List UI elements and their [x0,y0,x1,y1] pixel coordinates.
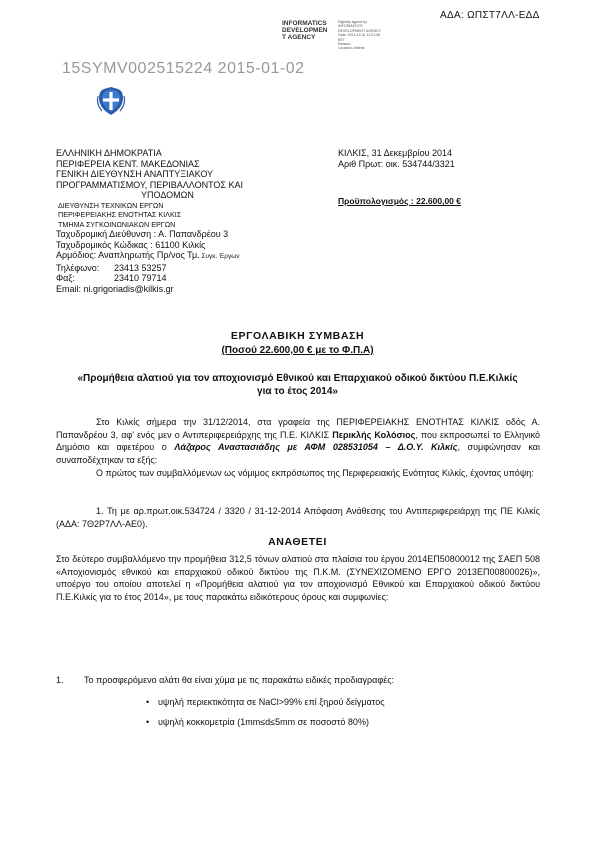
issuer-header [56,148,243,294]
phone-value: 23413 53257 [114,262,167,273]
date-protocol-block [338,148,455,169]
signature-note-line: Digitally signed by [338,20,367,24]
contract-title: ΕΡΓΟΛΑΒΙΚΗ ΣΥΜΒΑΣΗ [230,330,365,342]
header-line: ΔΙΕΥΘΥΝΣΗ ΤΕΧΝΙΚΩΝ ΕΡΓΩΝ [58,200,164,210]
phone-line [56,263,243,274]
assignment-paragraph: Στο δεύτερο συμβαλλόμενο την προμήθεια 312,5 τόνων αλατιού στα πλαίσια του έργου 2014ΕΠ50800012 της ΣΑΕΠ 508 «Αποχιονισμός εθνικού και επαρχιακού οδικού δικτύου της Π.Κ.Μ. (ΣΥΝΕΧΙΖΟΜΕΝΟ ΕΡΓΟ 2013ΕΠ00800026)», υποέργο του οποίου αποτελεί η «Προμήθεια αλατιού για τον αποχιονισμό Εθνικού και Επαρχιακού οδικού δικτύου Π.Ε.Κιλκίς για το έτος 2014», με τους παρακάτω ειδικότερους όρους και συμφωνίες: [56,554,540,602]
parties-paragraph [56,416,540,466]
digital-signature-org [282,20,328,41]
ada-code: ΑΔΑ: ΩΠΣΤ7ΛΛ-ΕΔΔ [440,10,540,21]
considering-paragraph: Ο πρώτος των συμβαλλόμενων ως νόμιμος εκπρόσωπος της Περιφερειακής Ενότητας Κιλκίς, έχοντας υπόψη: [96,468,534,478]
header-line: ΥΠΟΔΟΜΩΝ [141,190,194,200]
document-date: ΚΙΛΚΙΣ, 31 Δεκεμβρίου 2014 [338,148,453,158]
responsible-person [56,250,243,263]
header-line: ΓΕΝΙΚΗ ΔΙΕΥΘΥΝΣΗ ΑΝΑΠΤΥΞΙΑΚΟΥ [56,169,214,179]
spec-item: • υψηλή περιεκτικότητα σε NaCl>99% επί ξηρού δείγματος [146,692,385,712]
contract-amount: (Ποσού 22.600,00 € με το Φ.Π.Α) [221,345,374,356]
digital-signature-note [338,20,398,51]
signature-note-line: EET [338,37,345,42]
term-number: 1. [56,675,64,685]
fax-line [56,273,243,284]
signature-org-line: DEVELOPMEN [282,27,328,34]
signature-note-line: INFORMATICS [338,24,363,29]
header-line: ΕΛΛΗΝΙΚΗ ΔΗΜΟΚΡΑΤΙΑ [56,148,162,158]
responsible-label: Αρμόδιος: Αναπληρωτής Πρ/νος Τμ. [56,250,200,260]
document-id: 15SYMV002515224 2015-01-02 [62,60,305,77]
phone-label: Τηλέφωνο: [56,262,100,273]
signature-org-line: INFORMATICS [282,20,327,27]
header-line: ΠΕΡΙΦΕΡΕΙΑΚΗΣ ΕΝΟΤΗΤΑΣ ΚΙΛΚΙΣ [58,210,182,219]
email-line: Email: ni.grigoriadis@kilkis.gr [56,283,174,294]
representative-name: Περικλής Κολόσιος [332,429,416,440]
spec-item: • υψηλή κοκκομετρία (1mm≤d≤5mm σε ποσοστό 80%) [146,712,385,732]
postal-code: Ταχυδρομικός Κώδικας : 61100 Κιλκίς [56,239,206,250]
assigns-heading: ΑΝΑΘΕΤΕΙ [268,536,327,548]
term-item-1 [56,675,394,685]
responsible-dept: Συγκ. Έργων [199,253,240,260]
paragraph-text: , συμφώνησαν και συναποδέχτηκαν τα εξής: [56,442,540,465]
postal-address: Ταχυδρομική Διεύθυνση : Α. Παπανδρέου 3 [56,229,229,239]
fax-label: Φαξ: [56,273,75,283]
signature-org-line: T AGENCY [282,34,316,41]
paragraph-text: Στο Κιλκίς σήμερα την 31/12/2014, στα γραφεία της ΠΕΡΙΦΕΡΕΙΑΚΗΣ ΕΝΟΤΗΤΑΣ ΚΙΛΚΙΣ οδός Α. Παπανδρέου 3, αφ' ενός μεν ο Αντιπεριφερειάρχης της Π.Ε. ΚΙΛΚΙΣ [56,417,540,440]
greek-emblem-icon [96,86,126,116]
spec-list [146,692,385,732]
header-line: ΠΕΡΙΦΕΡΕΙΑ ΚΕΝΤ. ΜΑΚΕΔΟΝΙΑΣ [56,158,200,169]
signature-note-line: DEVELOPMENT AGENCY [338,28,382,33]
contract-subject: «Προμήθεια αλατιού για τον αποχιονισμό Εθνικού και Επαρχιακού οδικού δικτύου Π.Ε.Κιλκίς για το έτος 2014» [77,373,518,397]
header-line: ΠΡΟΓΡΑΜΜΑΤΙΣΜΟΥ, ΠΕΡΙΒΑΛΛΟΝΤΟΣ ΚΑΙ [56,179,244,190]
fax-value: 23410 79714 [114,273,167,283]
budget-amount: Προϋπολογισμός : 22.600,00 € [338,196,461,206]
paragraph-text: , που εκπροσωπεί το Ελληνικό Δημόσιο και αφετέρου ο [56,429,541,452]
signature-note-line: Reason: [338,42,352,47]
decision-reference: 1. Τη με αρ.πρωτ.οικ.534724 / 3320 / 31-12-2014 Απόφαση Ανάθεσης του Αντιπεριφερειάρχη της ΠΕ Κιλκίς (ΑΔΑ: 7Θ2Ρ7ΛΛ-ΑΕ0). [56,506,540,529]
term-text: Το προσφερόμενο αλάτι θα είναι χύμα με τις παρακάτω ειδικές προδιαγραφές: [84,675,395,685]
signature-note-line: Date: 2014.12.31 11:01:06 [338,33,381,38]
header-line: ΤΜΗΜΑ ΣΥΓΚΟΙΝΩΝΙΑΚΩΝ ΕΡΓΩΝ [58,219,176,229]
protocol-number: Αριθ Πρωτ: οικ. 534744/3321 [338,158,455,169]
contractor-name: Λάζαρος Αναστασιάδης με ΑΦΜ 028531054 – Δ.Ο.Υ. Κιλκίς [174,442,458,452]
signature-note-line: Location: Athens [338,46,365,51]
